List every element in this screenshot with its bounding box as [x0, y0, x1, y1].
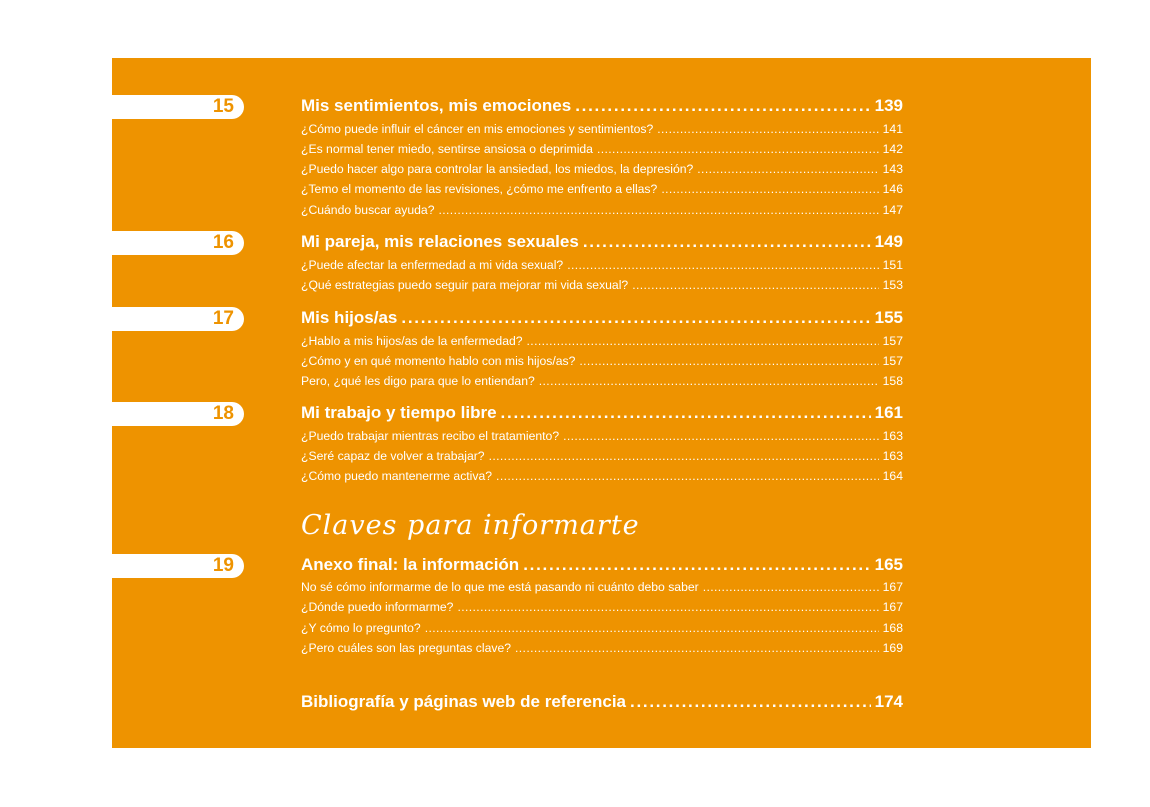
toc-item-label: ¿Seré capaz de volver a trabajar? — [301, 449, 485, 463]
leader-dots — [583, 232, 871, 252]
leader-dots — [661, 182, 878, 196]
leader-dots — [597, 142, 879, 156]
toc-item[interactable] — [301, 600, 903, 614]
toc-item-page: 157 — [882, 334, 903, 348]
toc-item-page: 142 — [882, 142, 903, 156]
leader-dots — [501, 403, 871, 423]
toc-item-page: 158 — [882, 374, 903, 388]
leader-dots — [567, 258, 878, 272]
toc-item-label: ¿Y cómo lo pregunto? — [301, 621, 421, 635]
toc-item-label: ¿Puede afectar la enfermedad a mi vida sexual? — [301, 258, 564, 272]
leader-dots — [425, 621, 879, 635]
toc-item-page: 151 — [882, 258, 903, 272]
leader-dots — [523, 555, 870, 575]
leader-dots — [630, 692, 871, 712]
toc-item-page: 169 — [882, 641, 903, 655]
toc-item[interactable] — [301, 580, 903, 594]
toc-item[interactable] — [301, 182, 903, 196]
toc-item[interactable] — [301, 203, 903, 217]
toc-item-page: 143 — [882, 162, 903, 176]
toc-item-label: ¿Puedo hacer algo para controlar la ansiedad, los miedos, la depresión? — [301, 162, 694, 176]
toc-item-page: 141 — [882, 122, 903, 136]
leader-dots — [579, 354, 878, 368]
toc-item-label: ¿Cómo y en qué momento hablo con mis hijos/as? — [301, 354, 576, 368]
toc-item[interactable] — [301, 258, 903, 272]
leader-dots — [401, 308, 870, 328]
chapter-page: 155 — [874, 308, 903, 327]
toc-item-label: ¿Temo el momento de las revisiones, ¿cómo me enfrento a ellas? — [301, 182, 658, 196]
toc-item[interactable] — [301, 122, 903, 136]
bibliography-entry[interactable] — [301, 692, 903, 712]
section-title: Claves para informarte — [301, 510, 640, 541]
leader-dots — [438, 203, 878, 217]
leader-dots — [657, 122, 878, 136]
toc-item-label: No sé cómo informarme de lo que me está pasando ni cuánto debo saber — [301, 580, 699, 594]
leader-dots — [515, 641, 879, 655]
toc-item-label: ¿Cómo puede influir el cáncer en mis emociones y sentimientos? — [301, 122, 654, 136]
toc-item[interactable] — [301, 334, 903, 348]
chapter-number: 19 — [212, 555, 234, 576]
toc-item-page: 153 — [882, 278, 903, 292]
toc-item[interactable] — [301, 354, 903, 368]
leader-dots — [632, 278, 878, 292]
leader-dots — [575, 96, 870, 116]
toc-item[interactable] — [301, 142, 903, 156]
chapter-number: 15 — [212, 96, 234, 117]
toc-item[interactable] — [301, 278, 903, 292]
chapter-title: Mi trabajo y tiempo libre — [301, 403, 497, 422]
chapter-number: 16 — [212, 232, 234, 253]
leader-dots — [496, 469, 879, 483]
leader-dots — [697, 162, 878, 176]
chapter-entry[interactable] — [301, 308, 903, 328]
toc-item-page: 163 — [882, 429, 903, 443]
chapter-tab — [112, 554, 244, 578]
chapter-number: 18 — [212, 403, 234, 424]
toc-item-page: 167 — [882, 600, 903, 614]
chapter-title: Mis hijos/as — [301, 308, 398, 327]
leader-dots — [703, 580, 879, 594]
leader-dots — [539, 374, 879, 388]
toc-item-label: ¿Qué estrategias puedo seguir para mejorar mi vida sexual? — [301, 278, 629, 292]
toc-item-page: 167 — [882, 580, 903, 594]
chapter-title: Mis sentimientos, mis emociones — [301, 96, 572, 115]
chapter-entry[interactable] — [301, 96, 903, 116]
toc-item-label: ¿Dónde puedo informarme? — [301, 600, 454, 614]
toc-item[interactable] — [301, 429, 903, 443]
bibliography-title: Bibliografía y páginas web de referencia — [301, 692, 626, 711]
leader-dots — [489, 449, 879, 463]
chapter-tab — [112, 402, 244, 426]
toc-item-label: ¿Cuándo buscar ayuda? — [301, 203, 435, 217]
chapter-entry[interactable] — [301, 555, 903, 575]
chapter-tab — [112, 307, 244, 331]
chapter-page: 161 — [874, 403, 903, 422]
chapter-title: Mi pareja, mis relaciones sexuales — [301, 232, 579, 251]
leader-dots — [457, 600, 878, 614]
toc-item-label: ¿Cómo puedo mantenerme activa? — [301, 469, 493, 483]
toc-item-label: ¿Hablo a mis hijos/as de la enfermedad? — [301, 334, 523, 348]
toc-item-page: 163 — [882, 449, 903, 463]
toc-item-label: Pero, ¿qué les digo para que lo entiendan? — [301, 374, 535, 388]
toc-item-label: ¿Es normal tener miedo, sentirse ansiosa o deprimida — [301, 142, 593, 156]
chapter-entry[interactable] — [301, 232, 903, 252]
toc-item-page: 146 — [882, 182, 903, 196]
toc-item-label: ¿Pero cuáles son las preguntas clave? — [301, 641, 512, 655]
leader-dots — [527, 334, 879, 348]
toc-item[interactable] — [301, 162, 903, 176]
chapter-page: 149 — [874, 232, 903, 251]
chapter-tab — [112, 231, 244, 255]
toc-item-label: ¿Puedo trabajar mientras recibo el tratamiento? — [301, 429, 560, 443]
chapter-entry[interactable] — [301, 403, 903, 423]
toc-item[interactable] — [301, 641, 903, 655]
chapter-page: 139 — [874, 96, 903, 115]
toc-item-page: 147 — [882, 203, 903, 217]
chapter-tab — [112, 95, 244, 119]
chapter-title: Anexo final: la información — [301, 555, 520, 574]
chapter-number: 17 — [212, 308, 234, 329]
bibliography-page: 174 — [874, 692, 903, 711]
toc-item-page: 164 — [882, 469, 903, 483]
chapter-page: 165 — [874, 555, 903, 574]
toc-item-page: 168 — [882, 621, 903, 635]
leader-dots — [563, 429, 879, 443]
toc-item[interactable] — [301, 374, 903, 388]
toc-item[interactable] — [301, 621, 903, 635]
toc-item[interactable] — [301, 469, 903, 483]
toc-item[interactable] — [301, 449, 903, 463]
toc-item-page: 157 — [882, 354, 903, 368]
